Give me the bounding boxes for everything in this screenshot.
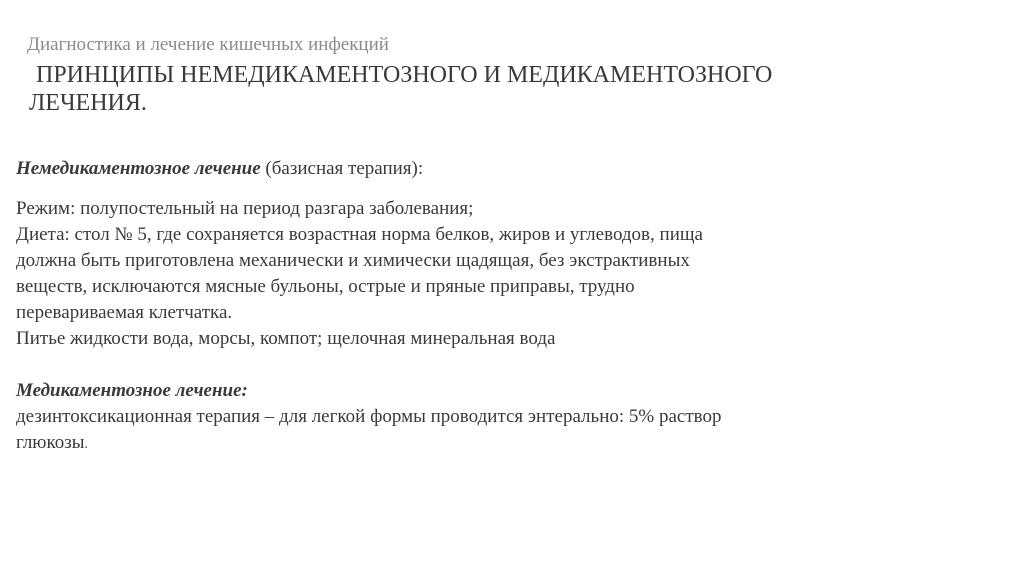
med-line-2-wrap — [16, 430, 1006, 458]
nonmed-heading-line — [16, 156, 1006, 182]
slide-body — [16, 156, 1006, 458]
nonmed-line-4: веществ, исключаются мясные бульоны, острые и пряные приправы, трудно — [16, 276, 635, 297]
title-line-2: ЛЕЧЕНИЯ. — [29, 90, 147, 116]
nonmed-heading: Немедикаментозное лечение — [16, 158, 261, 179]
slide-subtitle: Диагностика и лечение кишечных инфекций — [27, 34, 389, 55]
spacer — [16, 182, 1006, 196]
med-line-1: дезинтоксикационная терапия – для легкой формы проводится энтерально: 5% раствор — [16, 406, 722, 427]
spacer — [16, 352, 1006, 378]
title-line-1: ПРИНЦИПЫ НЕМЕДИКАМЕНТОЗНОГО И МЕДИКАМЕНТОЗНОГО — [36, 62, 773, 88]
slide-title — [29, 61, 989, 117]
nonmed-line-5: перевариваемая клетчатка. — [16, 302, 233, 323]
med-heading: Медикаментозное лечение: — [16, 380, 248, 401]
nonmed-line-6: Питье жидкости вода, морсы, компот; щелочная минеральная вода — [16, 328, 556, 349]
nonmed-line-1: Режим: полупостельный на период разгара заболевания; — [16, 198, 474, 219]
nonmed-line-3: должна быть приготовлена механически и химически щадящая, без экстрактивных — [16, 250, 690, 271]
med-line-2-end: . — [84, 437, 89, 452]
med-line-2: глюкозы — [16, 432, 85, 453]
nonmed-line-2: Диета: стол № 5, где сохраняется возрастная норма белков, жиров и углеводов, пища — [16, 224, 703, 245]
nonmed-heading-suffix: (базисная терапия): — [260, 158, 424, 179]
